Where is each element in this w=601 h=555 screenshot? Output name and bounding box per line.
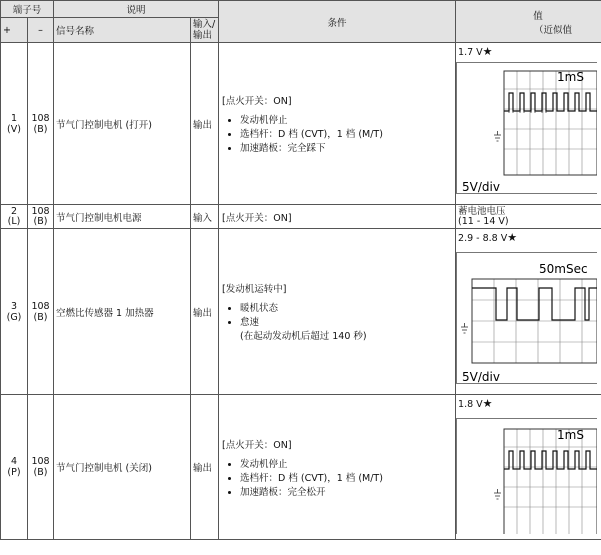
condition-item-text: 怠速 [240,317,260,328]
io-type: 输出 [191,229,219,395]
table-row [1,395,601,540]
star-icon: ★ [482,45,493,58]
terminal-minus: 108 (B) [28,205,54,229]
terminal-plus: 2 (L) [1,205,28,229]
terminal-minus: 108 (B) [28,395,54,540]
condition-item: • 发动机停止 [240,456,453,470]
condition-item: • 选档杆：D 档 (CVT)，1 档 (M/T) [240,126,453,140]
terminal-plus: 3 (G) [1,229,28,395]
condition-cell [219,205,456,229]
condition-cell [219,43,456,205]
star-icon: ★ [482,397,493,410]
io-header: 输入/ 输出 [191,18,219,43]
plus-header: + [1,18,28,43]
terminal-plus: 1 (V) [1,43,28,205]
description-header: 说明 [54,1,219,18]
condition-heading: [发动机运转中] [222,284,287,295]
condition-item [240,314,453,342]
condition-list [222,300,453,342]
terminal-no-header: 端子号 [1,1,54,18]
io-type: 输出 [191,43,219,205]
io-type: 输入 [191,205,219,229]
condition-header: 条件 [219,1,456,43]
signal-name: 空燃比传感器 1 加热器 [54,229,191,395]
condition-list [222,112,453,154]
terminal-minus: 108 (B) [28,229,54,395]
header-row-1 [1,1,601,18]
signal-name-header: 信号名称 [54,18,191,43]
value-header-title: 值 [533,10,543,22]
oscilloscope-waveform [456,418,597,534]
io-type: 输出 [191,395,219,540]
value-text: 蓄电池电压 (11 - 14 V) [458,205,509,227]
star-icon: ★ [507,231,518,244]
condition-cell [219,229,456,395]
value-text: 1.7 V [458,47,483,58]
condition-heading: [点火开关：ON] [222,212,292,224]
pulse-waveform-graph [457,419,597,534]
value-cell [456,395,601,540]
time-div-label: 50mSec [539,262,588,276]
oscilloscope-waveform [456,252,597,384]
time-div-label: 1mS [557,70,584,84]
ground-icon [494,489,501,499]
condition-item: • 选档杆：D 档 (CVT)，1 档 (M/T) [240,470,453,484]
signal-name: 节气门控制电机电源 [54,205,191,229]
condition-item: • 暖机状态 [240,300,453,314]
value-header [456,1,601,43]
ground-icon [461,323,468,333]
volt-div-label: 5V/div [462,180,500,193]
pulse-waveform-graph [457,63,597,193]
table-row [1,229,601,395]
time-div-label: 1mS [557,428,584,442]
condition-item: • 发动机停止 [240,112,453,126]
value-text: 1.8 V [458,399,483,410]
value-cell [456,229,601,395]
pulse-waveform-graph [457,253,597,383]
volt-div-label: 5V/div [462,370,500,383]
condition-cell [219,395,456,540]
value-cell [456,205,601,229]
value-cell [456,43,601,205]
condition-item: • 加速踏板：完全踩下 [240,140,453,154]
ground-icon [494,131,501,141]
terminal-plus: 4 (P) [1,395,28,540]
signal-name: 节气门控制电机 (打开) [54,43,191,205]
terminal-minus: 108 (B) [28,43,54,205]
condition-heading: [点火开关：ON] [222,439,292,451]
condition-sub-note: (在起动发动机后超过 140 秒) [240,331,367,342]
condition-heading: [点火开关：ON] [222,96,292,107]
condition-list [222,456,453,498]
signal-name: 节气门控制电机 (关闭) [54,395,191,540]
value-text: 2.9 - 8.8 V [458,233,508,244]
table-row [1,43,601,205]
condition-item: • 加速踏板：完全松开 [240,484,453,498]
value-header-approx: （近似值 [534,24,573,36]
oscilloscope-waveform [456,62,597,194]
minus-header: – [28,18,54,43]
table-row [1,205,601,229]
